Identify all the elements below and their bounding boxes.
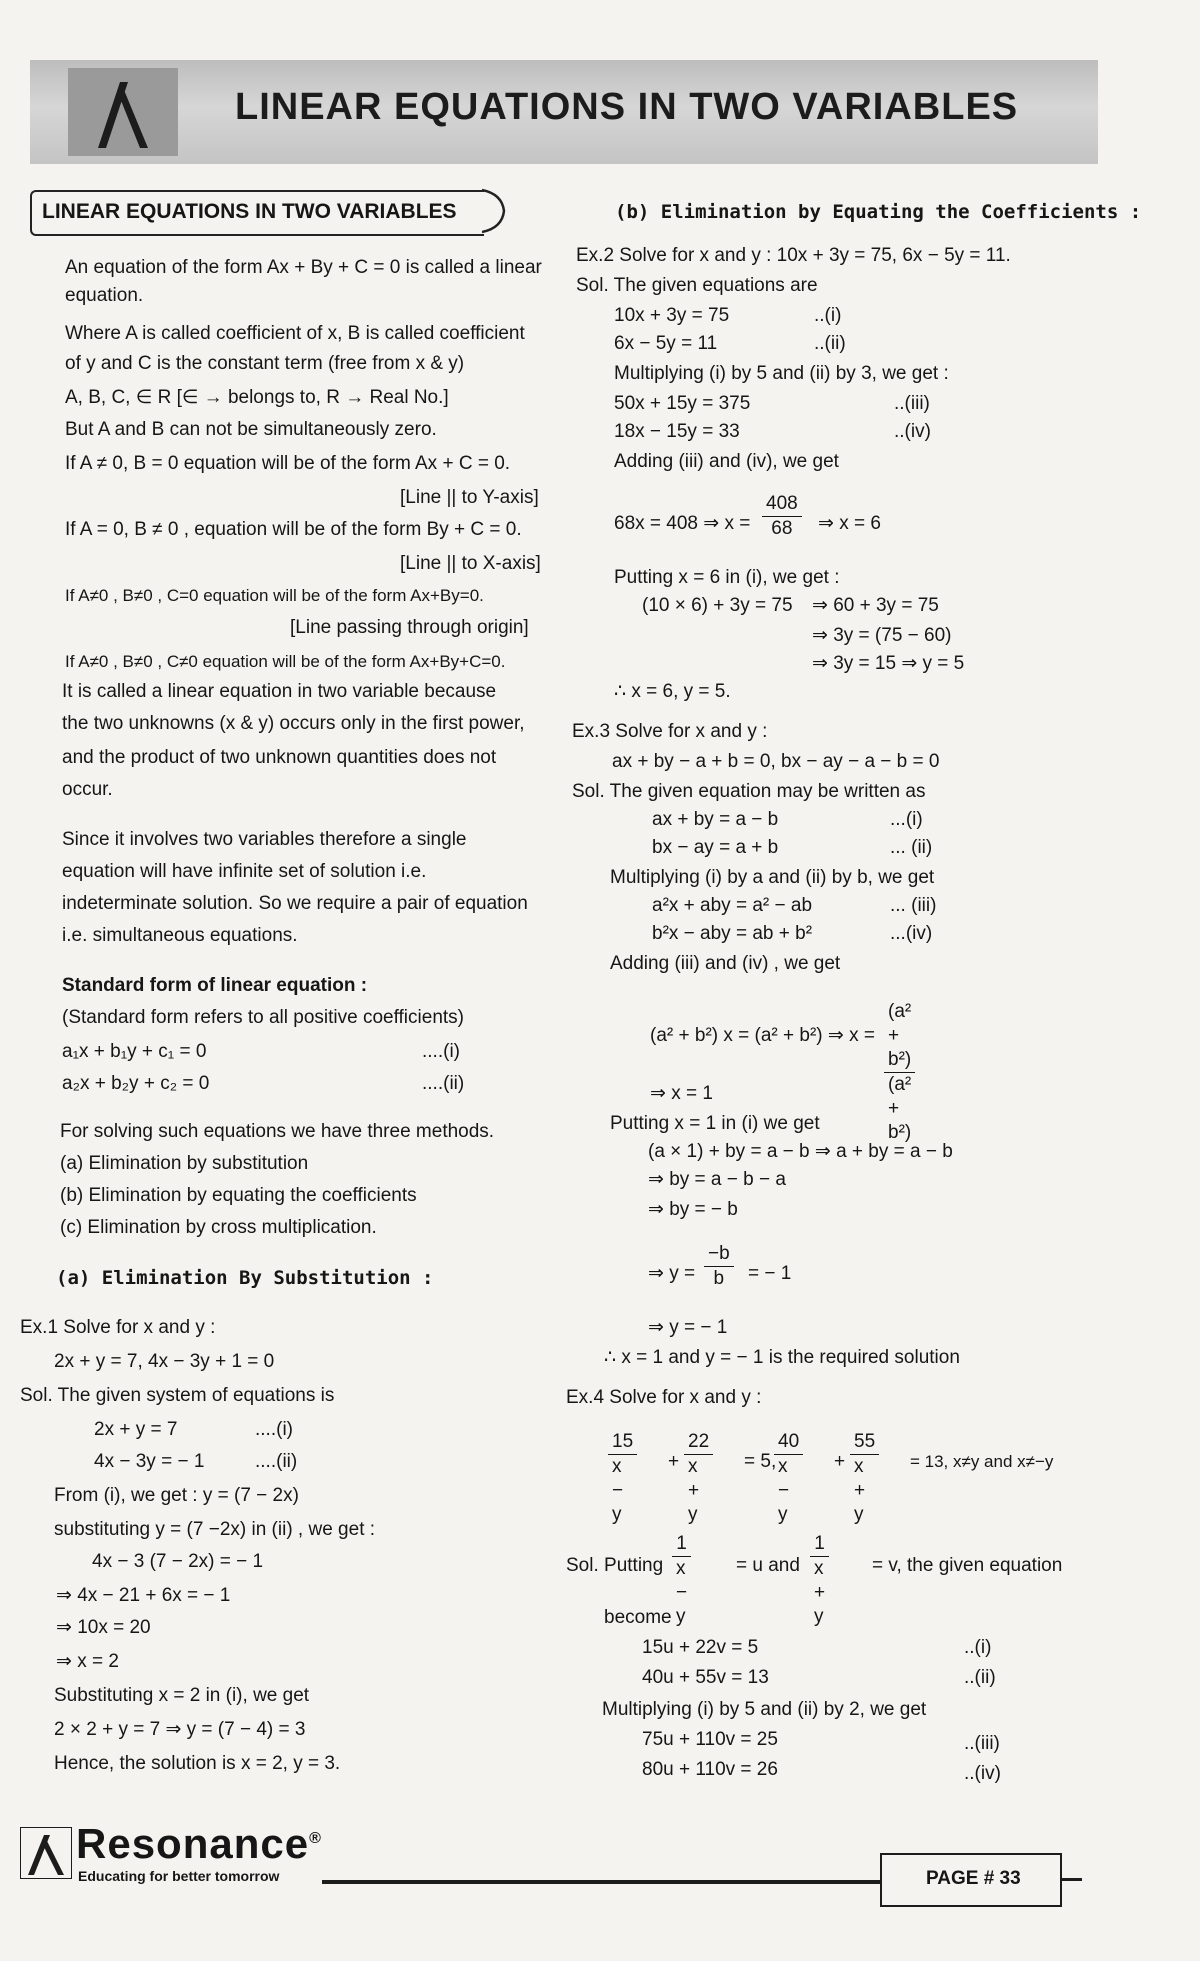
equation-number: ... (ii) bbox=[890, 837, 933, 858]
operator: + bbox=[834, 1451, 846, 1472]
equation-number: ... (iii) bbox=[890, 895, 937, 916]
equation: 18x − 15y = 33 bbox=[614, 421, 740, 442]
fraction-denominator: x − y bbox=[778, 1456, 790, 1525]
fraction-denominator: 68 bbox=[771, 518, 793, 539]
equation-number: ..(i) bbox=[814, 305, 842, 326]
fraction-numerator: 40 bbox=[774, 1430, 803, 1455]
fraction-numerator: (a² + b²) bbox=[884, 1000, 915, 1073]
fraction-numerator: −b bbox=[704, 1242, 734, 1267]
text-line: Since it involves two variables therefore a single bbox=[62, 829, 467, 850]
chapter-banner bbox=[30, 60, 1098, 164]
equation: 4x − 3 (7 − 2x) = − 1 bbox=[92, 1551, 264, 1572]
equation: 50x + 15y = 375 bbox=[614, 393, 751, 414]
text-line: [Line || to X-axis] bbox=[400, 553, 541, 574]
text-line: occur. bbox=[62, 779, 113, 800]
equation: 2x + y = 7 bbox=[94, 1419, 178, 1440]
equation: 75u + 110v = 25 bbox=[642, 1729, 778, 1750]
equation-number: ....(ii) bbox=[422, 1073, 465, 1094]
text-line: (Standard form refers to all positive coefficients) bbox=[62, 1007, 464, 1028]
registered-mark: ® bbox=[309, 1830, 322, 1847]
fraction-denominator: x − y bbox=[676, 1558, 688, 1627]
chapter-title: LINEAR EQUATIONS IN TWO VARIABLES bbox=[235, 86, 1019, 128]
fraction-numerator: 15 bbox=[608, 1430, 637, 1455]
solution-line: Adding (iii) and (iv), we get bbox=[614, 451, 839, 472]
solution-line: Hence, the solution is x = 2, y = 3. bbox=[54, 1753, 341, 1774]
equation: = − 1 bbox=[748, 1263, 792, 1284]
footer-rule bbox=[322, 1880, 882, 1884]
method-item: (b) Elimination by equating the coefficients bbox=[60, 1185, 417, 1206]
section-heading-arrow-icon bbox=[482, 186, 506, 236]
solution-line: Multiplying (i) by 5 and (ii) by 3, we get : bbox=[614, 363, 949, 384]
solution-line: substituting y = (7 −2x) in (ii) , we get : bbox=[54, 1519, 376, 1540]
equation: ⇒ x = 6 bbox=[818, 513, 881, 534]
equation-number: ....(i) bbox=[422, 1041, 460, 1062]
text-line: It is called a linear equation in two variable because bbox=[62, 681, 497, 702]
footer-brand bbox=[76, 1820, 322, 1868]
text-line: An equation of the form Ax + By + C = 0 is called a linear bbox=[65, 257, 542, 278]
solution-line: Multiplying (i) by a and (ii) by b, we get bbox=[610, 867, 935, 888]
subsection-heading: (a) Elimination By Substitution : bbox=[56, 1267, 434, 1289]
equation-number: ..(iv) bbox=[894, 421, 931, 442]
footer-logo-icon bbox=[20, 1827, 72, 1879]
fraction bbox=[762, 492, 802, 541]
method-item: (a) Elimination by substitution bbox=[60, 1153, 309, 1174]
solution-line: ∴ x = 1 and y = − 1 is the required solution bbox=[604, 1347, 960, 1368]
equation: 68x = 408 ⇒ x = bbox=[614, 513, 751, 534]
equation: ⇒ 3y = 15 ⇒ y = 5 bbox=[812, 653, 965, 674]
fraction bbox=[774, 1430, 803, 1527]
text-line: If A≠0 , B≠0 , C≠0 equation will be of the form Ax+By+C=0. bbox=[65, 652, 506, 671]
text-line: If A≠0 , B≠0 , C=0 equation will be of the form Ax+By=0. bbox=[65, 586, 484, 605]
equation-number: ..(iii) bbox=[964, 1733, 1000, 1754]
solution-line: From (i), we get : y = (7 − 2x) bbox=[54, 1485, 299, 1506]
equation: bx − ay = a + b bbox=[652, 837, 779, 858]
fraction bbox=[884, 1000, 915, 1145]
text-line: A, B, C, ∈ R [∈ → belongs to, R → Real No.] bbox=[65, 387, 449, 408]
solution-line: become bbox=[604, 1607, 672, 1628]
text-line: If A = 0, B ≠ 0 , equation will be of the form By + C = 0. bbox=[65, 519, 522, 540]
equation: 40u + 55v = 13 bbox=[642, 1667, 769, 1688]
text-line: the two unknowns (x & y) occurs only in the first power, bbox=[62, 713, 525, 734]
equation: = 13, x≠y and x≠−y bbox=[910, 1452, 1054, 1471]
fraction-denominator: x + y bbox=[814, 1558, 826, 1627]
example-heading: Ex.1 Solve for x and y : bbox=[20, 1317, 216, 1338]
equation: (10 × 6) + 3y = 75 bbox=[642, 595, 793, 616]
text-line: equation. bbox=[65, 285, 144, 306]
equation: ⇒ y = − 1 bbox=[648, 1317, 728, 1338]
page-number-box bbox=[880, 1853, 1062, 1907]
solution-line: Sol. The given system of equations is bbox=[20, 1385, 335, 1406]
text-line: But A and B can not be simultaneously zero. bbox=[65, 419, 437, 440]
equation: = 5, bbox=[744, 1451, 777, 1472]
equation: ⇒ 3y = (75 − 60) bbox=[812, 625, 952, 646]
fraction-denominator: x + y bbox=[854, 1456, 866, 1525]
fraction-numerator: 1 bbox=[810, 1532, 829, 1557]
footer-brand-name: Resonance bbox=[76, 1820, 310, 1867]
fraction bbox=[684, 1430, 713, 1527]
solution-line: = u and bbox=[736, 1555, 800, 1576]
equation-number: ...(i) bbox=[890, 809, 923, 830]
fraction-numerator: 22 bbox=[684, 1430, 713, 1455]
equation: ⇒ 60 + 3y = 75 bbox=[812, 595, 939, 616]
example-heading: Ex.4 Solve for x and y : bbox=[566, 1387, 762, 1408]
equation: 4x − 3y = − 1 bbox=[94, 1451, 205, 1472]
equation: ⇒ 10x = 20 bbox=[56, 1617, 151, 1638]
method-item: (c) Elimination by cross multiplication. bbox=[60, 1217, 377, 1238]
solution-line: Putting x = 1 in (i) we get bbox=[610, 1113, 820, 1134]
example-heading: Ex.3 Solve for x and y : bbox=[572, 721, 768, 742]
equation: ⇒ x = 2 bbox=[56, 1651, 119, 1672]
equation: ⇒ y = bbox=[648, 1263, 696, 1284]
section-heading-text: LINEAR EQUATIONS IN TWO VARIABLES bbox=[42, 200, 457, 223]
equation: ⇒ x = 1 bbox=[650, 1083, 713, 1104]
equation: a₂x + b₂y + c₂ = 0 bbox=[62, 1073, 210, 1094]
fraction-denominator: x − y bbox=[612, 1456, 624, 1525]
solution-line: Putting x = 6 in (i), we get : bbox=[614, 567, 840, 588]
equation-number: ....(ii) bbox=[255, 1451, 298, 1472]
equation: a₁x + b₁y + c₁ = 0 bbox=[62, 1041, 207, 1062]
page-number: PAGE # 33 bbox=[926, 1868, 1021, 1889]
fraction bbox=[810, 1532, 829, 1629]
subsection-heading: (b) Elimination by Equating the Coefficients : bbox=[615, 201, 1142, 223]
section-heading bbox=[30, 190, 484, 236]
text-line: If A ≠ 0, B = 0 equation will be of the form Ax + C = 0. bbox=[65, 453, 511, 474]
equation: ⇒ by = − b bbox=[648, 1199, 738, 1220]
text-line: [Line || to Y-axis] bbox=[400, 487, 539, 508]
solution-line: Substituting x = 2 in (i), we get bbox=[54, 1685, 310, 1706]
equation: a²x + aby = a² − ab bbox=[652, 895, 813, 916]
solution-line: Adding (iii) and (iv) , we get bbox=[610, 953, 841, 974]
fraction-denominator: (a² + b²) bbox=[888, 1074, 912, 1143]
equation: ax + by = a − b bbox=[652, 809, 779, 830]
standard-form-heading: Standard form of linear equation : bbox=[62, 975, 368, 996]
text-line: of y and C is the constant term (free from x & y) bbox=[65, 353, 465, 374]
equation-number: ..(ii) bbox=[964, 1667, 996, 1688]
text-line: indeterminate solution. So we require a pair of equation bbox=[62, 893, 528, 914]
equation: b²x − aby = ab + b² bbox=[652, 923, 813, 944]
equation: ax + by − a + b = 0, bx − ay − a − b = 0 bbox=[612, 751, 940, 772]
solution-line: Sol. The given equations are bbox=[576, 275, 818, 296]
equation-number: ..(iii) bbox=[894, 393, 930, 414]
solution-line: = v, the given equation bbox=[872, 1555, 1063, 1576]
operator: + bbox=[668, 1451, 680, 1472]
equation-number: ...(iv) bbox=[890, 923, 933, 944]
equation: ⇒ 4x − 21 + 6x = − 1 bbox=[56, 1585, 231, 1606]
fraction-numerator: 1 bbox=[672, 1532, 691, 1557]
fraction-denominator: x + y bbox=[688, 1456, 700, 1525]
text-line: equation will have infinite set of solution i.e. bbox=[62, 861, 427, 882]
equation: 15u + 22v = 5 bbox=[642, 1637, 759, 1658]
equation: 10x + 3y = 75 bbox=[614, 305, 730, 326]
fraction-numerator: 408 bbox=[762, 492, 802, 517]
fraction bbox=[850, 1430, 879, 1527]
equation-number: ..(ii) bbox=[814, 333, 846, 354]
equation: 6x − 5y = 11 bbox=[614, 333, 718, 354]
equation: 2x + y = 7, 4x − 3y + 1 = 0 bbox=[54, 1351, 275, 1372]
text-line: [Line passing through origin] bbox=[290, 617, 529, 638]
fraction bbox=[672, 1532, 691, 1629]
equation: ⇒ by = a − b − a bbox=[648, 1169, 786, 1190]
solution-line: ∴ x = 6, y = 5. bbox=[614, 681, 731, 702]
fraction-denominator: b bbox=[713, 1268, 725, 1289]
fraction bbox=[608, 1430, 637, 1527]
equation: 2 × 2 + y = 7 ⇒ y = (7 − 4) = 3 bbox=[54, 1719, 306, 1740]
text-line: and the product of two unknown quantities does not bbox=[62, 747, 497, 768]
footer-rule-tail bbox=[1062, 1878, 1082, 1881]
text-line: Where A is called coefficient of x, B is called coefficient bbox=[65, 323, 525, 344]
equation-number: ....(i) bbox=[255, 1419, 293, 1440]
equation: 80u + 110v = 26 bbox=[642, 1759, 778, 1780]
equation: (a × 1) + by = a − b ⇒ a + by = a − b bbox=[648, 1141, 953, 1162]
equation: (a² + b²) x = (a² + b²) ⇒ x = bbox=[650, 1025, 875, 1046]
equation-number: ..(i) bbox=[964, 1637, 992, 1658]
footer-tagline: Educating for better tomorrow bbox=[78, 1868, 280, 1884]
solution-line: Sol. Putting bbox=[566, 1555, 664, 1576]
example-heading: Ex.2 Solve for x and y : 10x + 3y = 75, 6x − 5y = 11. bbox=[576, 245, 1011, 266]
fraction-numerator: 55 bbox=[850, 1430, 879, 1455]
text-line: For solving such equations we have three methods. bbox=[60, 1121, 495, 1142]
resonance-logo-icon bbox=[68, 68, 178, 156]
equation-number: ..(iv) bbox=[964, 1763, 1001, 1784]
text-line: i.e. simultaneous equations. bbox=[62, 925, 298, 946]
solution-line: Sol. The given equation may be written as bbox=[572, 781, 926, 802]
solution-line: Multiplying (i) by 5 and (ii) by 2, we get bbox=[602, 1699, 927, 1720]
fraction bbox=[704, 1242, 734, 1291]
